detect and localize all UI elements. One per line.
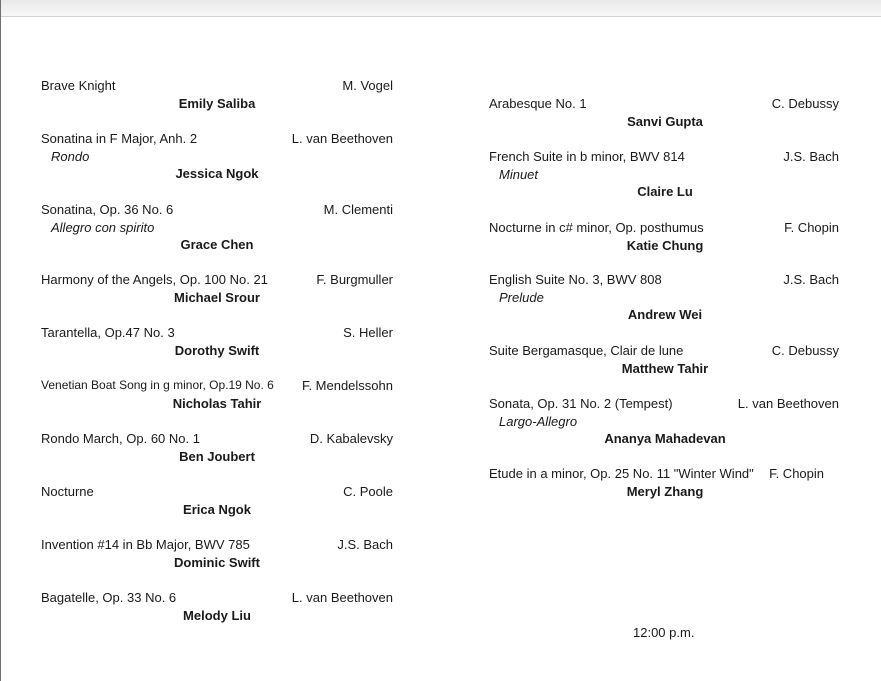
piece-composer: C. Debussy [771, 343, 839, 358]
program-item [489, 95, 841, 135]
performer-name: Meryl Zhang [626, 484, 704, 499]
program-item [489, 148, 841, 204]
piece-title: Venetian Boat Song in g minor, Op.19 No. 6 [41, 378, 274, 392]
piece-title: Sonata, Op. 31 No. 2 (Tempest) [489, 396, 673, 411]
performer-name: Matthew Tahir [621, 361, 709, 376]
piece-composer: D. Kabalevsky [309, 431, 393, 446]
piece-composer: F. Mendelssohn [301, 378, 393, 393]
piece-title: Suite Bergamasque, Clair de lune [489, 343, 684, 358]
performer-name: Melody Liu [183, 608, 251, 623]
program-item [41, 377, 393, 417]
program-item [41, 324, 393, 364]
piece-movement: Largo-Allegro [499, 414, 578, 429]
performer-name: Grace Chen [180, 237, 254, 252]
piece-composer: F. Chopin [769, 466, 824, 481]
program-item [41, 430, 393, 470]
piece-composer: J.S. Bach [783, 272, 839, 287]
program-item [489, 465, 841, 505]
piece-title: Arabesque No. 1 [489, 96, 587, 111]
program-item [489, 395, 841, 451]
piece-movement: Prelude [499, 290, 544, 305]
piece-composer: S. Heller [343, 325, 393, 340]
program-item [489, 219, 841, 259]
performer-name: Claire Lu [637, 184, 693, 199]
performer-name: Nicholas Tahir [172, 396, 262, 411]
performer-name: Ben Joubert [179, 449, 255, 464]
piece-title: Etude in a minor, Op. 25 No. 11 "Winter Wind" [489, 466, 754, 481]
piece-title: Tarantella, Op.47 No. 3 [41, 325, 175, 340]
performer-name: Andrew Wei [627, 307, 703, 322]
performer-name: Dorothy Swift [174, 343, 260, 358]
program-item [41, 201, 393, 257]
performer-name: Emily Saliba [178, 96, 256, 111]
recital-time: 12:00 p.m. [633, 625, 695, 640]
piece-composer: C. Poole [343, 484, 393, 499]
piece-title: Rondo March, Op. 60 No. 1 [41, 431, 200, 446]
performer-name: Ananya Mahadevan [604, 431, 726, 446]
piece-composer: L. van Beethoven [737, 396, 839, 411]
piece-composer: C. Debussy [771, 96, 839, 111]
piece-title: Brave Knight [41, 78, 116, 93]
performer-name: Dominic Swift [174, 555, 260, 570]
piece-composer: J.S. Bach [783, 149, 839, 164]
piece-title: Bagatelle, Op. 33 No. 6 [41, 590, 177, 605]
piece-title: Harmony of the Angels, Op. 100 No. 21 [41, 272, 268, 287]
piece-title: Nocturne in c# minor, Op. posthumus [489, 220, 704, 235]
page-left-edge [0, 0, 1, 681]
piece-composer: L. van Beethoven [291, 131, 393, 146]
program-item [489, 271, 841, 327]
piece-composer: J.S. Bach [337, 537, 393, 552]
program-item [41, 130, 393, 186]
program-item [41, 77, 393, 117]
piece-title: Nocturne [41, 484, 94, 499]
performer-name: Erica Ngok [183, 502, 251, 517]
program-item [489, 342, 841, 382]
piece-composer: M. Vogel [342, 78, 393, 93]
piece-title: English Suite No. 3, BWV 808 [489, 272, 662, 287]
piece-composer: F. Chopin [784, 220, 839, 235]
performer-name: Michael Srour [174, 290, 260, 305]
program-item [41, 483, 393, 523]
piece-movement: Allegro con spirito [51, 220, 155, 235]
piece-movement: Minuet [499, 167, 539, 182]
piece-title: Sonatina, Op. 36 No. 6 [41, 202, 174, 217]
piece-movement: Rondo [51, 149, 90, 164]
piece-composer: L. van Beethoven [291, 590, 393, 605]
piece-title: French Suite in b minor, BWV 814 [489, 149, 685, 164]
piece-title: Sonatina in F Major, Anh. 2 [41, 131, 198, 146]
piece-title: Invention #14 in Bb Major, BWV 785 [41, 537, 250, 552]
performer-name: Katie Chung [626, 238, 704, 253]
program-item [41, 536, 393, 576]
performer-name: Sanvi Gupta [627, 114, 703, 129]
piece-composer: M. Clementi [323, 202, 393, 217]
program-item [41, 589, 393, 629]
piece-composer: F. Burgmuller [316, 272, 393, 287]
performer-name: Jessica Ngok [175, 166, 259, 181]
program-item [41, 271, 393, 311]
window-top-bar [0, 0, 881, 17]
